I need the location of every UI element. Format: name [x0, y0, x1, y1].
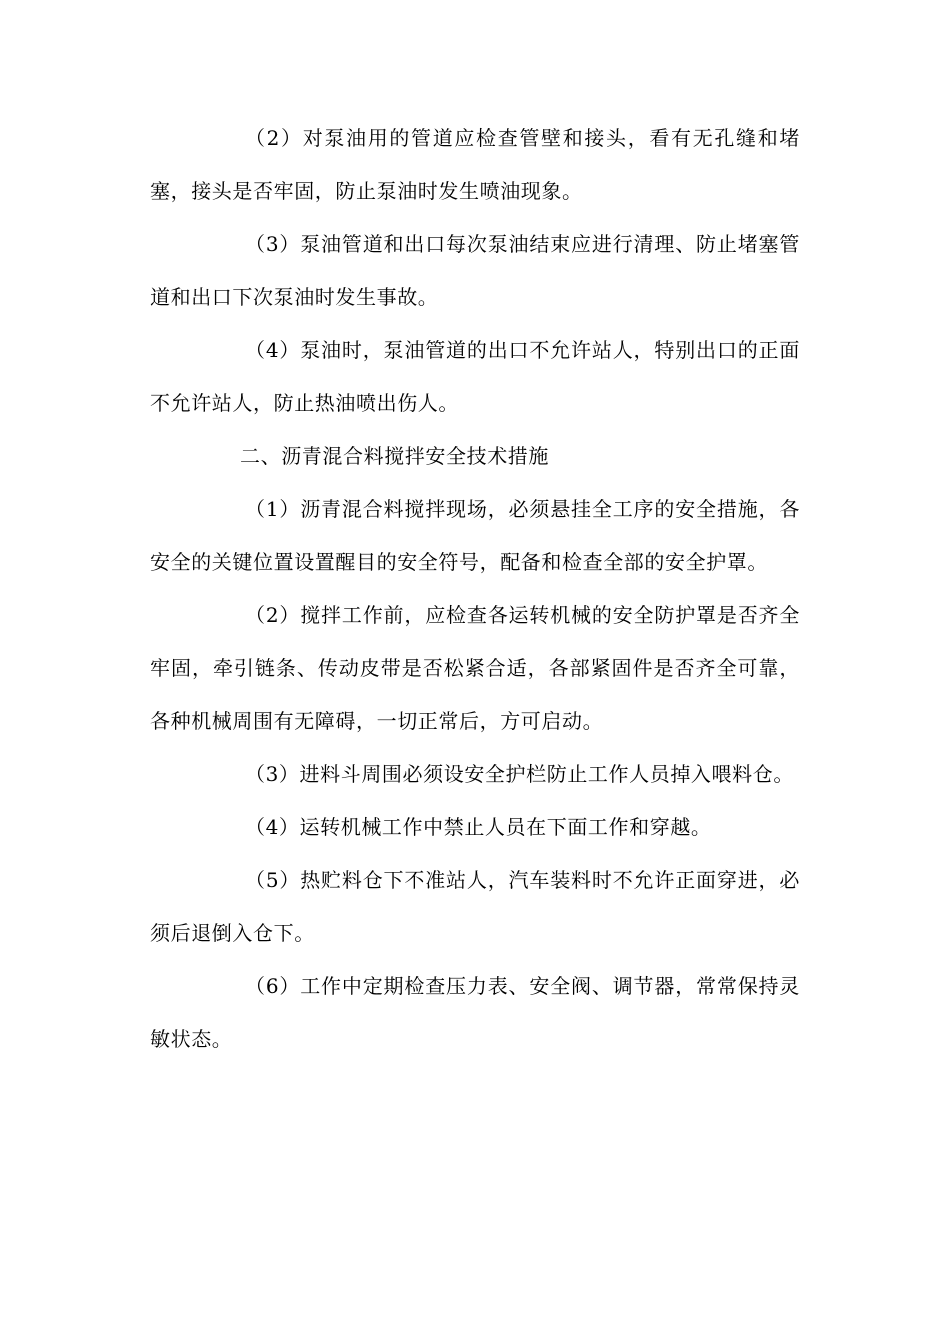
paragraph-pump-pipe-check: （2）对泵油用的管道应检查管壁和接头，看有无孔缝和堵塞，接头是否牢固，防止泵油时发生喷油现象。 [150, 126, 800, 203]
paragraph-running-machinery: （4）运转机械工作中禁止人员在下面工作和穿越。 [245, 815, 712, 839]
paragraph-pump-outlet-safety: （4）泵油时，泵油管道的出口不允许站人，特别出口的正面不允许站人，防止热油喷出伤人。 [150, 338, 800, 415]
paragraph-hot-storage-bin: （5）热贮料仓下不准站人，汽车装料时不允许正面穿进，必须后退倒入仓下。 [150, 868, 800, 945]
paragraph-pump-pipe-cleaning: （3）泵油管道和出口每次泵油结束应进行清理、防止堵塞管道和出口下次泵油时发生事故。 [150, 232, 800, 309]
paragraph-mixing-site-measures: （1）沥青混合料搅拌现场，必须悬挂全工序的安全措施，各安全的关键位置设置醒目的安全符号，配备和检查全部的安全护罩。 [150, 497, 800, 574]
document-body [150, 112, 800, 1066]
paragraph-pre-mixing-check: （2）搅拌工作前，应检查各运转机械的安全防护罩是否齐全牢固，牵引链条、传动皮带是否松紧合适，各部紧固件是否齐全可靠，各种机械周围有无障碍，一切正常后，方可启动。 [150, 603, 800, 733]
section-heading: 二、沥青混合料搅拌安全技术措施 [240, 444, 549, 468]
paragraph-gauge-inspection: （6）工作中定期检查压力表、安全阀、调节器，常常保持灵敏状态。 [150, 974, 800, 1051]
paragraph-hopper-guardrail: （3）进料斗周围必须设安全护栏防止工作人员掉入喂料仓。 [245, 762, 794, 786]
